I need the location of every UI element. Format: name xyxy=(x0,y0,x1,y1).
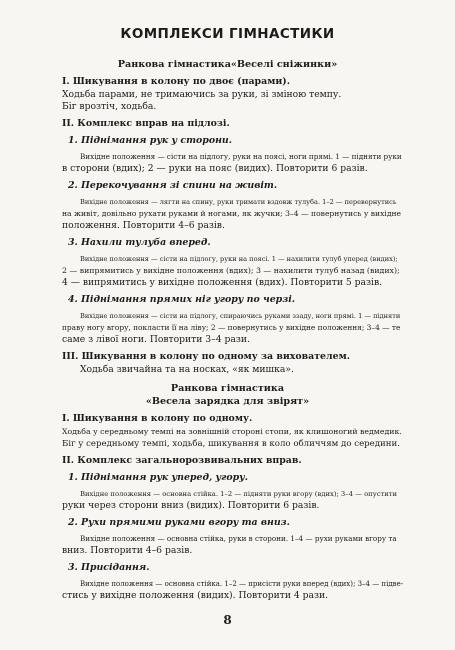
complex-1-subtitle: Ранкова гімнастика«Веселі сніжинки» xyxy=(117,59,338,70)
c1-section-3-heading: ІІІ. Шикування в колону по одному за вихователем. xyxy=(62,351,350,362)
page-title: КОМПЛЕКСИ ГІМНАСТИКИ xyxy=(120,26,335,42)
c1-exercise-4-text: Вихідне положення — сісти на підлогу, спираючись руками ззаду, ноги прямі. 1 — підняти xyxy=(80,312,401,320)
c1-section-1-text: Ходьба парами, не тримаючись за руки, зі зміною темпу. xyxy=(62,89,342,100)
c2-exercise-1-text: Вихідне положення — основна стійка. 1–2 — підняти руки вгору (вдих); 3–4 — опустити xyxy=(80,490,398,498)
complex-2-subtitle: «Весела зарядка для звірят» xyxy=(145,396,310,407)
c2-exercise-3-text: стись у вихідне положення (видих). Повторити 4 рази. xyxy=(62,590,329,601)
c2-exercise-2-text: Вихідне положення — основна стійка, руки в сторони. 1–4 — рухи руками вгору та xyxy=(80,534,397,543)
c1-exercise-3-heading: 3. Нахили тулуба вперед. xyxy=(68,237,211,248)
c1-section-1-heading: І. Шикування в колону по двоє (парами). xyxy=(62,76,290,87)
c2-exercise-2-heading: 2. Рухи прямими руками вгору та вниз. xyxy=(68,517,290,528)
c1-exercise-4-text: праву ногу вгору, покласти її на ліву; 2 — повернутись у вихідне положення; 3–4 — те xyxy=(62,323,401,332)
c1-exercise-1-text: в сторони (вдих); 2 — руки на пояс (видих). Повторити 6 разів. xyxy=(62,163,368,174)
c1-exercise-1-heading: 1. Піднімання рук у сторони. xyxy=(68,135,233,146)
c1-exercise-4-heading: 4. Піднімання прямих ніг угору по черзі. xyxy=(68,294,296,305)
c2-section-1-text: Ходьба у середньому темпі на зовнішній стороні стопи, як клишоногий ведмедик. xyxy=(62,427,402,436)
c2-exercise-3-heading: 3. Присідання. xyxy=(68,562,150,573)
c2-exercise-2-text: вниз. Повторити 4–6 разів. xyxy=(62,545,193,556)
c1-section-1-text: Біг врозтіч, ходьба. xyxy=(62,101,157,112)
c1-section-2-heading: ІІ. Комплекс вправ на підлозі. xyxy=(62,118,230,129)
c2-exercise-1-text: руки через сторони вниз (видих). Повторити 6 разів. xyxy=(62,500,320,511)
c1-section-3-text: Ходьба звичайна та на носках, «як мишка». xyxy=(80,364,294,375)
c2-exercise-1-heading: 1. Піднімання рук уперед, угору. xyxy=(68,472,249,483)
c1-exercise-2-text: на живіт, довільно рухати руками й ногами, як жучки; 3–4 — повернутись у вихідне xyxy=(62,209,402,218)
c1-exercise-2-heading: 2. Перекочування зі спини на живіт. xyxy=(68,180,278,191)
c2-section-1-heading: І. Шикування в колону по одному. xyxy=(62,413,253,424)
c2-exercise-3-text: Вихідне положення — основна стійка. 1–2 — присісти руки вперед (вдих); 3–4 — підве- xyxy=(80,580,404,588)
complex-2-subtitle: Ранкова гімнастика xyxy=(170,383,285,394)
c2-section-1-text: Біг у середньому темпі, ходьба, шикування в коло обличчям до середини. xyxy=(62,439,400,449)
c1-exercise-3-text: 4 — випрямитись у вихідне положення (вдих). Повторити 5 разів. xyxy=(62,277,383,288)
c1-exercise-2-text: Вихідне положення — лягти на спину, руки тримати вздовж тулуба. 1–2 — перевернутись xyxy=(80,198,397,206)
c1-exercise-3-text: Вихідне положення — сісти на підлогу, руки на поясі. 1 — нахилити тулуб уперед (видих); xyxy=(80,255,398,263)
c2-section-2-heading: ІІ. Комплекс загальнорозвивальних вправ. xyxy=(62,455,302,466)
page-number: 8 xyxy=(223,614,232,626)
c1-exercise-4-text: саме з лівої ноги. Повторити 3–4 рази. xyxy=(62,334,250,345)
c1-exercise-2-text: положення. Повторити 4–6 разів. xyxy=(62,220,225,231)
c1-exercise-1-text: Вихідне положення — сісти на підлогу, руки на поясі, ноги прямі. 1 — підняти руки xyxy=(80,152,402,161)
c1-exercise-3-text: 2 — випрямитись у вихідне положення (вдих); 3 — нахилити тулуб назад (видих); xyxy=(62,266,400,275)
